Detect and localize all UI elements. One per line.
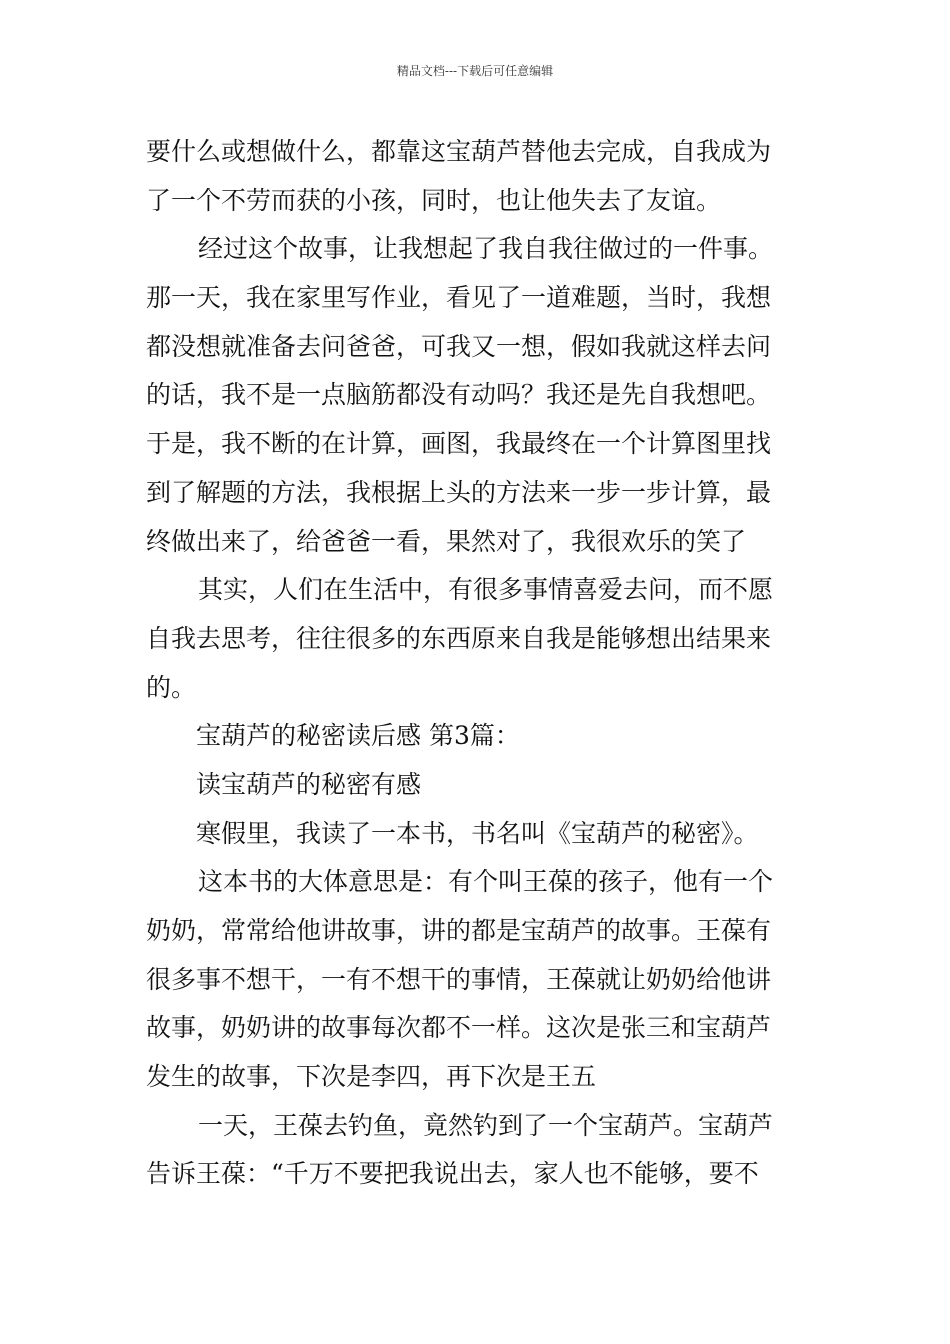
text-line: 要什么或想做什么，都靠这宝葫芦替他去完成，自我成为: [146, 137, 772, 166]
text-line: 那一天，我在家里写作业，看见了一道难题，当时，我想: [146, 283, 772, 313]
paragraph-start-line: 寒假里，我读了一本书，书名叫《宝葫芦的秘密》。: [196, 818, 759, 848]
paragraph-start-line: 其实，人们在生活中，有很多事情喜爱去问，而不愿: [198, 575, 774, 605]
text-line: 都没想就准备去问爸爸，可我又一想，假如我就这样去问: [146, 331, 772, 361]
document-body: [146, 128, 808, 1199]
text-line: 告诉王葆：“千万不要把我说出去，家人也不能够，要不: [146, 1159, 759, 1189]
text-line: 了一个不劳而获的小孩，同时，也让他失去了友谊。: [146, 185, 722, 215]
text-line: 故事，奶奶讲的故事每次都不一样。这次是张三和宝葫芦: [146, 1013, 772, 1043]
text-line: 发生的故事，下次是李四，再下次是王五: [146, 1062, 597, 1092]
section-heading: 宝葫芦的秘密读后感 第3篇：: [196, 721, 520, 751]
paragraph-start-line: 经过这个故事，让我想起了我自我往做过的一件事。: [198, 234, 774, 264]
text-line: 于是，我不断的在计算，画图，我最终在一个计算图里找: [146, 429, 772, 459]
text-line: 奶奶，常常给他讲故事，讲的都是宝葫芦的故事。王葆有: [146, 916, 772, 945]
paragraph-start-line: 一天，王葆去钓鱼，竟然钓到了一个宝葫芦。宝葫芦: [198, 1110, 774, 1140]
text-line: 终做出来了，给爸爸一看，果然对了，我很欢乐的笑了: [146, 526, 747, 556]
page-header: 精品文档---下载后可任意编辑: [396, 64, 554, 78]
text-line: 的话，我不是一点脑筋都没有动吗？我还是先自我想吧。: [146, 380, 772, 410]
text-line: 自我去思考，往往很多的东西原来自我是能够想出结果来: [146, 623, 772, 653]
paragraph-start-line: 这本书的大体意思是：有个叫王葆的孩子，他有一个: [198, 867, 774, 897]
text-line: 到了解题的方法，我根据上头的方法来一步一步计算，最: [146, 477, 772, 507]
text-line: 的。: [146, 672, 197, 702]
article-title: 读宝葫芦的秘密有感: [196, 769, 422, 799]
text-line: 很多事不想干，一有不想干的事情，王葆就让奶奶给他讲: [146, 964, 772, 994]
